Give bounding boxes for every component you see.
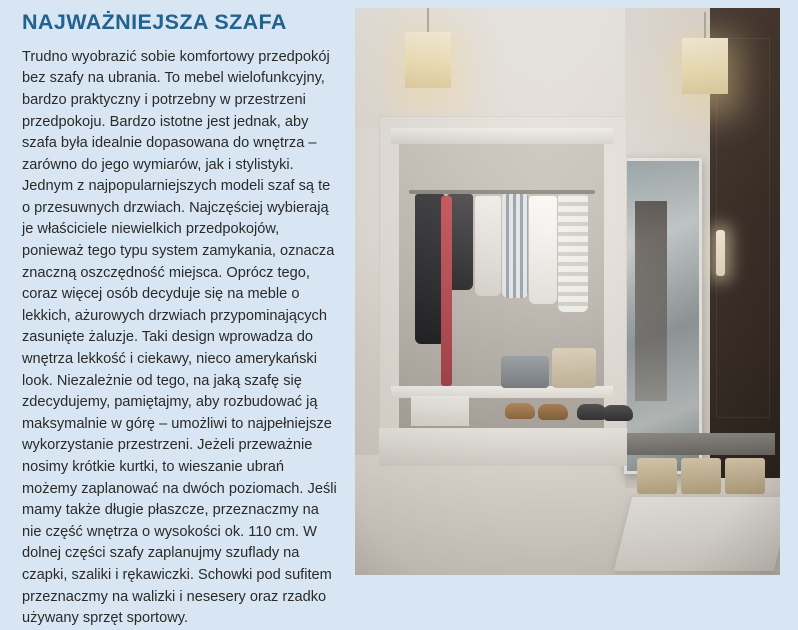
garment-striped (558, 194, 588, 312)
wardrobe-bench (379, 428, 627, 466)
shoe-black-right (603, 405, 633, 421)
pendant-lamp-left (405, 32, 451, 88)
page-title: NAJWAŻNIEJSZA SZAFA (22, 10, 287, 34)
storage-bag-tan (552, 348, 596, 388)
lamp-cord (427, 8, 429, 32)
pendant-lamp-right (682, 38, 728, 94)
floor-rug (614, 497, 780, 571)
shoe-brown-right (538, 404, 568, 420)
wicker-basket-3 (725, 458, 765, 494)
article-text-column (22, 10, 338, 630)
storage-bag-grey (501, 356, 549, 388)
garment-shirt-checked (502, 194, 528, 298)
garment-shirt-white (475, 196, 501, 296)
garment-scarf-red (441, 196, 452, 386)
article-photo (355, 8, 780, 575)
shoe-brown-left (505, 403, 535, 419)
wall-sconce-right (716, 230, 725, 276)
article-body: Trudno wyobrazić sobie komfortowy przedpokój bez szafy na ubrania. To mebel wielofunkcyjny, bardzo praktyczny i potrzebny w przestrzeni przedpokoju. Bardzo istotne jest jednak, aby szafa była idealnie dopasowana do wnętrza – zarówno do jego wymiarów, jak i stylistyki. Jednym z najpopularniejszych modeli szaf są te o przesuwnych drzwiach. Najczęściej wybierają je właściciele niewielkich przedpokojów, ponieważ tego typu system zamykania, oznacza znaczną oszczędność miejsca. Oprócz tego, coraz więcej osób decyduje się na meble o lekkich, ażurowych drzwiach przypominających zasunięte żaluzje. Taki design wprowadza do wnętrza lekkość i ciekawy, nieco amerykański look. Niezależnie od tego, na jaką szafę się zdecydujemy, pamiętajmy, aby rozbudować ją maksymalnie w górę – umożliwi to najpełniejsze wykorzystanie przestrzeni. Jeżeli przeważnie nosimy krótkie kurtki, to wieszanie ubrań możemy zaplanować na dwóch poziomach. Jeśli mamy także długie płaszcze, przeznaczmy na nie część wnętrza o wysokości ok. 110 cm. W dolnej części szafy zaplanujmy szuflady na czapki, szaliki i rękawiczki. Schowki pod sufitem przeznaczmy na walizki i nesesery oraz rzadko używany sprzęt sportowy. (22, 48, 337, 627)
storage-box (411, 396, 469, 426)
lamp-cord (704, 12, 706, 38)
garment-sweater-cream (529, 196, 557, 304)
wardrobe-top-shelf (391, 128, 613, 144)
wicker-basket-1 (637, 458, 677, 494)
wall-mirror (624, 158, 702, 474)
hallway-bench (627, 433, 775, 455)
hallway-wardrobe-image (355, 8, 780, 575)
wicker-basket-2 (681, 458, 721, 494)
